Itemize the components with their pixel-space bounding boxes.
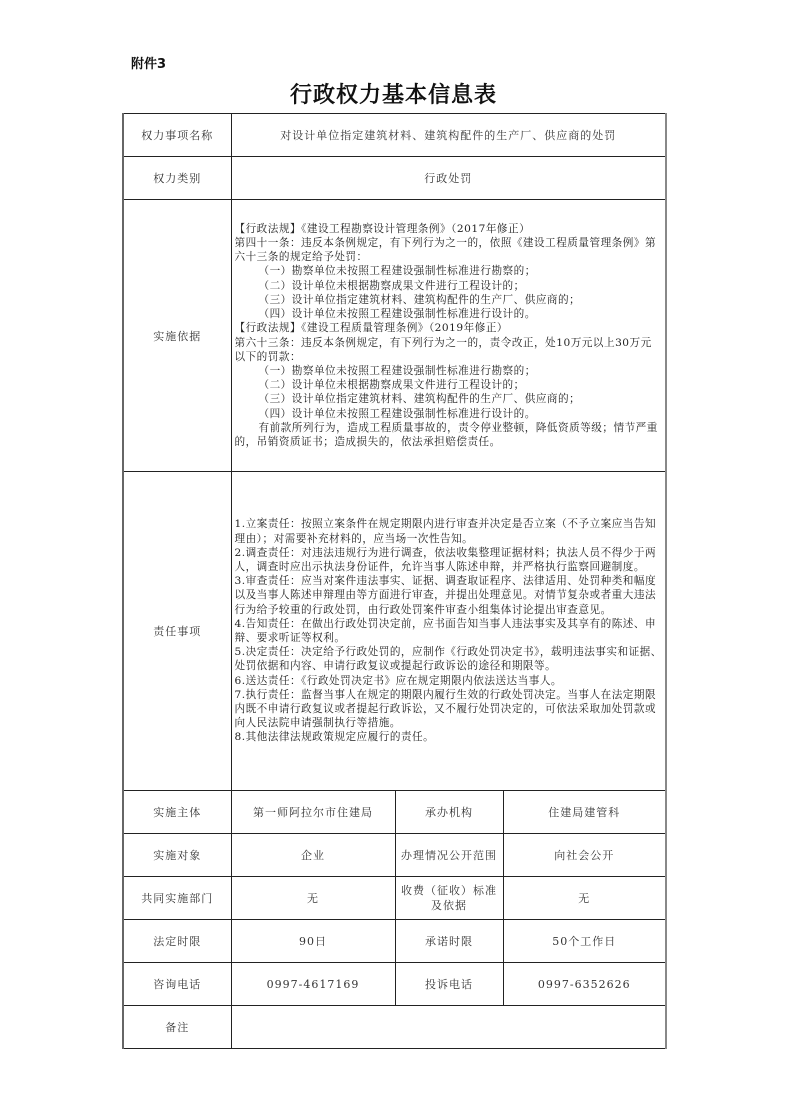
responsibility-line: 8.其他法律法规政策规定应履行的责任。 [234, 731, 435, 744]
page-title: 行政权力基本信息表 [289, 82, 497, 108]
responsibility-line: 4.告知责任：在做出行政处罚决定前，应书面告知当事人违法事实及其享有的陈述、申辩、要求听证等权利。 [234, 617, 657, 644]
label-subject: 实施主体 [123, 791, 231, 834]
basis-line: 【行政法规】《建设工程质量管理条例》（2019年修正） [234, 322, 509, 335]
label-responsibility: 责任事项 [123, 472, 231, 791]
basis-line: （三）设计单位指定建筑材料、建筑构配件的生产厂、供应商的； [258, 393, 581, 406]
value-fee-standard: 无 [503, 877, 666, 920]
label-legal-time-limit: 法定时限 [123, 920, 231, 963]
label-target: 实施对象 [123, 834, 231, 877]
label-basis: 实施依据 [123, 200, 231, 472]
label-power-name: 权力事项名称 [123, 114, 231, 157]
responsibility-line: 1.立案责任：按照立案条件在规定期限内进行审查并决定是否立案（不予立案应当告知理由）；对需要补充材料的，应当场一次性告知。 [234, 518, 657, 545]
basis-line: （三）设计单位指定建筑材料、建筑构配件的生产厂、供应商的； [258, 293, 581, 306]
attachment-label: 附件3 [131, 57, 167, 72]
table-row-basis [123, 200, 666, 472]
responsibility-line: 6.送达责任：《行政处罚决定书》应在规定期限内依法送达当事人。 [234, 674, 563, 687]
table-row-phone [123, 963, 666, 1006]
basis-line: （二）设计单位未根据勘察成果文件进行工程设计的； [258, 379, 525, 392]
basis-line: 【行政法规】《建设工程勘察设计管理条例》（2017年修正） [234, 222, 531, 235]
value-consult-phone: 0997-4617169 [231, 963, 395, 1006]
responsibility-line: 3.审查责任：应当对案件违法事实、证据、调查取证程序、法律适用、处罚种类和幅度以及当事人陈述申辩理由等方面进行审查，并提出处理意见。对情节复杂或者重大违法行为给予较重的行政处罚，由行政处罚案件审查小组集体讨论提出审查意见。 [234, 575, 657, 616]
responsibility-line: 7.执行责任：监督当事人在规定的期限内履行生效的行政处罚决定。当事人在法定期限内既不申请行政复议或者提起行政诉讼，又不履行处罚决定的，可依法采取加处罚款或向人民法院申请强制执行等措施。 [234, 688, 657, 730]
table-row-remark [123, 1006, 666, 1049]
value-responsibility [231, 472, 666, 791]
responsibility-line: 2.调查责任：对违法违规行为进行调查，依法收集整理证据材料；执法人员不得少于两人，调查时应出示执法身份证件，允许当事人陈述申辩，并严格执行监察回避制度。 [234, 546, 657, 573]
table-row-subject [123, 791, 666, 834]
label-handling-agency: 承办机构 [395, 791, 503, 834]
value-target: 企业 [231, 834, 395, 877]
table-row-time-limit [123, 920, 666, 963]
value-disclosure-scope: 向社会公开 [503, 834, 666, 877]
basis-line: （一）勘察单位未按照工程建设强制性标准进行勘察的； [258, 265, 536, 278]
table-row-category [123, 157, 666, 200]
basis-line: 第六十三条：违反本条例规定，有下列行为之一的，责令改正，处10万元以上30万元以下的罚款： [234, 336, 652, 363]
basis-line: 第四十一条：违反本条例规定，有下列行为之一的，依照《建设工程质量管理条例》第六十三条的规定给予处罚： [234, 237, 657, 264]
table-row-name [123, 114, 666, 157]
value-complaint-phone: 0997-6352626 [503, 963, 666, 1006]
basis-line: （四）设计单位未按照工程建设强制性标准进行设计的。 [258, 407, 536, 420]
basis-line: （二）设计单位未根据勘察成果文件进行工程设计的； [258, 279, 525, 292]
value-power-name: 对设计单位指定建筑材料、建筑构配件的生产厂、供应商的处罚 [231, 114, 666, 157]
responsibility-line: 5.决定责任：决定给予行政处罚的，应制作《行政处罚决定书》，载明违法事实和证据、处罚依据和内容、申请行政复议或提起行政诉讼的途径和期限等。 [234, 646, 662, 673]
value-joint-department: 无 [231, 877, 395, 920]
info-table [122, 113, 667, 1049]
label-promised-time-limit: 承诺时限 [395, 920, 503, 963]
label-power-category: 权力类别 [123, 157, 231, 200]
value-legal-time-limit: 90日 [231, 920, 395, 963]
basis-line: （四）设计单位未按照工程建设强制性标准进行设计的。 [258, 308, 536, 321]
label-fee-standard: 收费（征收）标准及依据 [395, 877, 503, 920]
table-row-target [123, 834, 666, 877]
basis-line: 有前款所列行为，造成工程质量事故的，责令停业整顿，降低资质等级；情节严重的，吊销资质证书；造成损失的，依法承担赔偿责任。 [234, 421, 658, 448]
value-power-category: 行政处罚 [231, 157, 666, 200]
table-row-joint [123, 877, 666, 920]
table-row-responsibility [123, 472, 666, 791]
basis-line: （一）勘察单位未按照工程建设强制性标准进行勘察的； [258, 364, 536, 377]
label-remark: 备注 [123, 1006, 231, 1049]
label-joint-department: 共同实施部门 [123, 877, 231, 920]
label-consult-phone: 咨询电话 [123, 963, 231, 1006]
value-handling-agency: 住建局建管科 [503, 791, 666, 834]
label-disclosure-scope: 办理情况公开范围 [395, 834, 503, 877]
value-subject: 第一师阿拉尔市住建局 [231, 791, 395, 834]
value-promised-time-limit: 50个工作日 [503, 920, 666, 963]
value-basis [231, 200, 666, 472]
value-remark [231, 1006, 666, 1049]
label-complaint-phone: 投诉电话 [395, 963, 503, 1006]
